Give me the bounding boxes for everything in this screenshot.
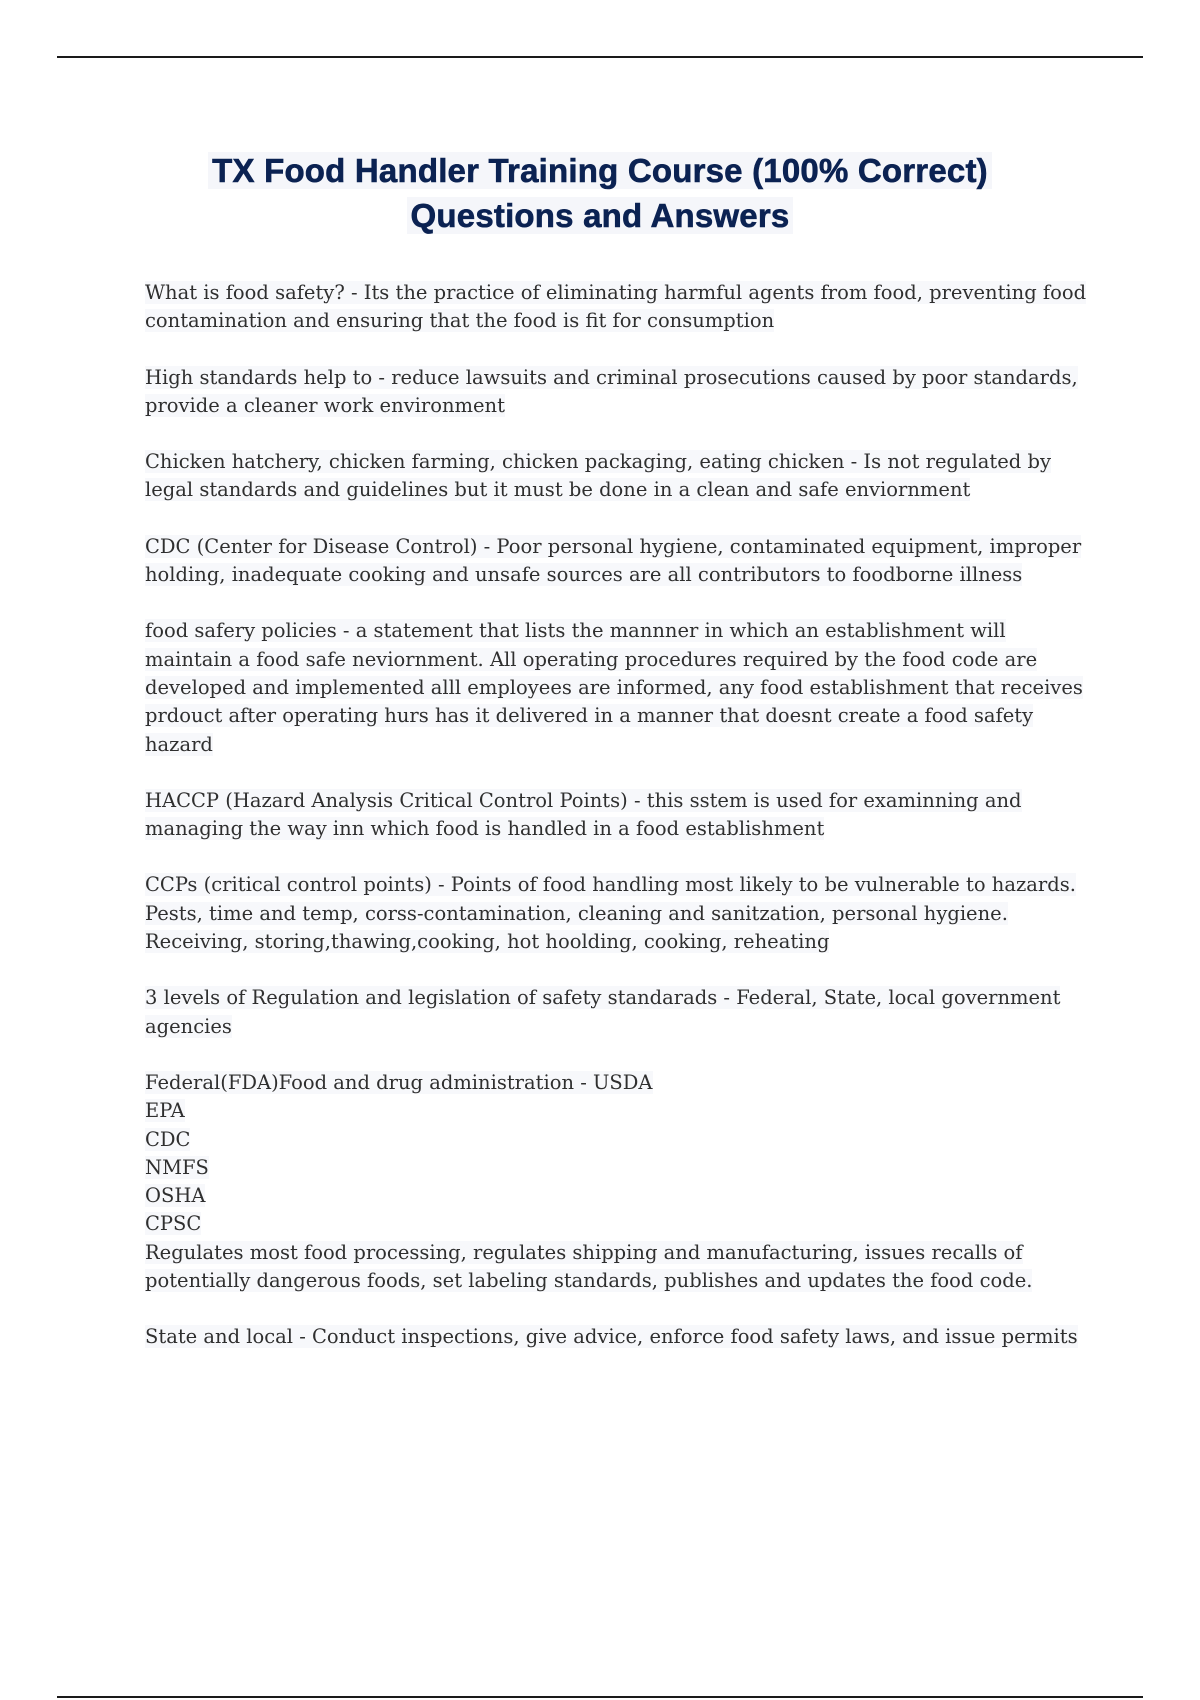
page-title xyxy=(0,148,1200,238)
qa-entry-cdc: CDC (Center for Disease Control) - Poor personal hygiene, contaminated equipment, improper holding, inadequate cooking and unsafe sources are all contributors to foodborne illness xyxy=(145,534,1082,587)
bottom-rule xyxy=(57,1696,1143,1698)
qa-entry-federal: Federal(FDA)Food and drug administration - USDA EPA CDC NMFS OSHA CPSC Regulates most food processing, regulates shipping and manufacturing, issues recalls of potentially dangerous foods, set labeling standards, publishes and updates the food code. xyxy=(145,1070,1033,1293)
qa-entry-ccps: CCPs (critical control points) - Points of food handling most likely to be vulnerable to hazards. Pests, time and temp, corss-contamination, cleaning and sanitzation, personal hygiene. Receiving, storing,thawing,cooking, hot hoolding, cooking, reheating xyxy=(145,873,1076,954)
qa-entry-chicken: Chicken hatchery, chicken farming, chicken packaging, eating chicken - Is not regulated by legal standards and guidelines but it must be done in a clean and safe enviornment xyxy=(145,450,1051,502)
qa-entry-state-local: State and local - Conduct inspections, give advice, enforce food safety laws, and issue permits xyxy=(145,1325,1078,1349)
title-line-1: TX Food Handler Training Course (100% Correct) xyxy=(0,148,1200,193)
top-rule xyxy=(57,56,1143,58)
qa-entry-high-standards: High standards help to - reduce lawsuits and criminal prosecutions caused by poor standards, provide a cleaner work environment xyxy=(145,365,1078,417)
qa-list xyxy=(145,279,1095,1380)
title-line-2: Questions and Answers xyxy=(0,193,1200,238)
qa-entry-food-safety: What is food safety? - Its the practice of eliminating harmful agents from food, preventing food contamination and ensuring that the food is fit for consumption xyxy=(145,281,1087,333)
qa-entry-haccp: HACCP (Hazard Analysis Critical Control Points) - this sstem is used for examinning and managing the way inn which food is handled in a food establishment xyxy=(145,788,1022,841)
qa-entry-policies: food safery policies - a statement that lists the mannner in which an establishment will maintain a food safe neviornment. All operating procedures required by the food code are developed and implemented alll employees are informed, any food establishment that receives prdouct after operating hurs has it delivered in a manner that doesnt create a food safety hazard xyxy=(145,619,1083,756)
qa-entry-regulation-levels: 3 levels of Regulation and legislation of safety standarads - Federal, State, local government agencies xyxy=(145,986,1061,1038)
